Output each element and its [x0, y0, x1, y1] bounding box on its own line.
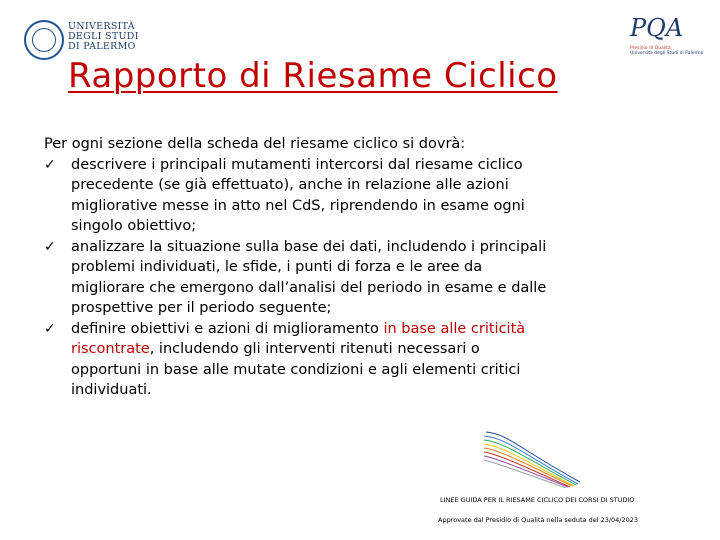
slide-title: Rapporto di Riesame Ciclico — [68, 56, 558, 96]
check-icon: ✓ — [44, 156, 56, 173]
check-icon: ✓ — [44, 320, 56, 337]
university-seal-icon — [24, 20, 64, 60]
check-icon: ✓ — [44, 238, 56, 255]
pqa-logo-letters: PQA — [630, 14, 684, 42]
bullet-item: ✓ analizzare la situazione sulla base dei dati, includendo i principali problemi individuati, le sfide, i punti di forza e le aree da migliorare che emergono dall’analisi del periodo in esame e dalle prospettive per il periodo seguente; — [44, 238, 547, 316]
guidelines-cover-graphic — [478, 428, 588, 488]
bullet-item: ✓ definire obiettivi e azioni di miglioramento in base alle criticità riscontrate, includendo gli interventi ritenuti necessari o opportuni in base alle mutate condizioni e agli elementi critici individuati. — [44, 320, 526, 398]
intro-text: Per ogni sezione della scheda del riesame ciclico si dovrà: — [44, 136, 466, 152]
slide-body — [44, 134, 684, 401]
footer-document-title: LINEE GUIDA PER IL RIESAME CICLICO DEI CORSI DI STUDIO — [440, 496, 635, 504]
footer-approval-note: Approvate dal Presidio di Qualità nella seduta del 23/04/2023 — [438, 516, 639, 524]
university-name: UNIVERSITÀ DEGLI STUDI DI PALERMO — [68, 21, 139, 52]
emphasis-text: riscontrate — [71, 341, 150, 357]
pqa-logo — [630, 16, 710, 61]
pqa-logo-subtitle-2: Università degli Studi di Palermo — [630, 51, 704, 56]
emphasis-text: in base alle criticità — [383, 320, 526, 337]
pqa-logo-subtitle: Presidio di Qualità — [630, 46, 671, 51]
bullet-item: ✓ descrivere i principali mutamenti intercorsi dal riesame ciclico precedente (se già effettuato), anche in relazione alle azioni migliorative messe in atto nel CdS, riprendendo in esame ogni singolo obiettivo; — [44, 156, 525, 234]
